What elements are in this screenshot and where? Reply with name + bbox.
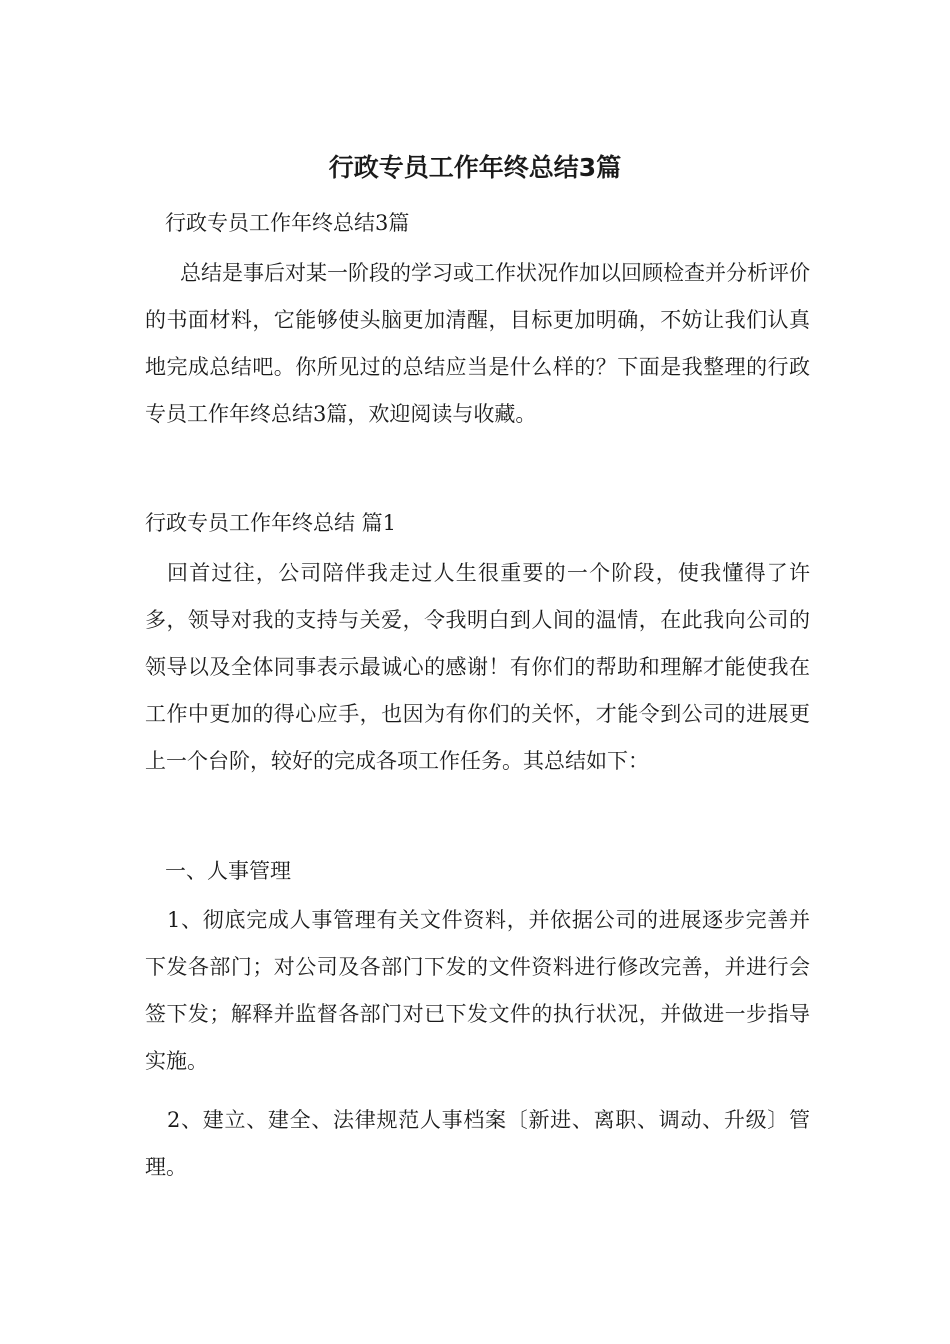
list-item: 2、建立、建全、法律规范人事档案〔新进、离职、调动、升级〕管理。 [145, 1108, 810, 1179]
body-paragraph: 回首过往，公司陪伴我走过人生很重要的一个阶段，使我懂得了许多，领导对我的支持与关爱，令我明白到人间的温情，在此我向公司的领导以及全体同事表示最诚心的感谢！有你们的帮助和理解才能使我在工作中更加的得心应手，也因为有你们的关怀，才能令到公司的进展更上一个台阶，较好的完成各项工作任务。其总结如下： [145, 561, 810, 773]
subsection-heading: 一、人事管理 [165, 859, 291, 883]
list-item: 1、彻底完成人事管理有关文件资料，并依据公司的进展逐步完善并下发各部门；对公司及各部门下发的文件资料进行修改完善，并进行会签下发；解释并监督各部门对已下发文件的执行状况，并做进一步指导实施。 [145, 908, 810, 1073]
intro-paragraph: 总结是事后对某一阶段的学习或工作状况作加以回顾检查并分析评价的书面材料，它能够使头脑更加清醒，目标更加明确，不妨让我们认真地完成总结吧。你所见过的总结应当是什么样的？下面是我整理的行政专员工作年终总结3篇，欢迎阅读与收藏。 [145, 261, 810, 426]
document-title: 行政专员工作年终总结3篇 [328, 153, 622, 182]
section-heading: 行政专员工作年终总结 篇1 [145, 511, 397, 535]
document-subtitle: 行政专员工作年终总结3篇 [165, 211, 410, 235]
